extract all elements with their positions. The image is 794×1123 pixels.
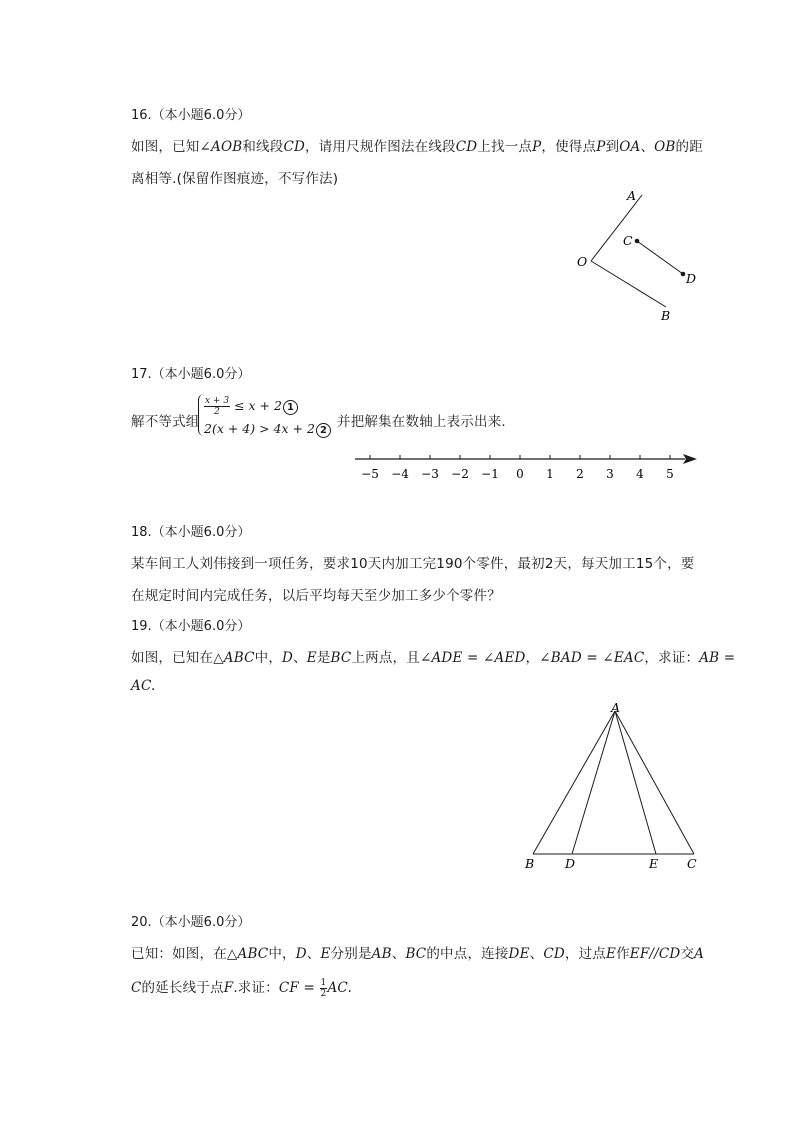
q16-text: 和线段 — [242, 139, 284, 155]
q16-segment: CD — [283, 139, 306, 155]
q19-text: ，求证： — [644, 650, 700, 666]
segment-ae — [615, 711, 656, 854]
q20-text: ，过点 — [564, 946, 607, 962]
q16-ray: OB — [654, 139, 676, 155]
label-e: E — [649, 856, 659, 871]
q16-point: P — [532, 139, 542, 155]
q16-text: ，请用尺规作图法在线段 — [305, 139, 456, 155]
fraction-numerator: 1 — [320, 977, 327, 988]
q16-figure — [570, 185, 710, 325]
q20-point: E — [606, 946, 617, 962]
q20-text: 、 — [391, 946, 406, 962]
q16-text-line2: 离相等.(保留作图痕迹，不写作法) — [131, 171, 339, 187]
q20-text: 的延长线于点 — [141, 980, 224, 996]
fraction-denominator: 2 — [320, 988, 327, 999]
point-c — [635, 239, 640, 244]
q20-text: 已知：如图，在 — [131, 946, 227, 962]
q20-segment: DE — [508, 946, 530, 962]
q20-parallel: EF//CD — [629, 946, 681, 962]
q19-triangle: △ABC — [213, 650, 255, 666]
q19-header: 19.（本小题6.0分） — [131, 619, 251, 634]
q19-point: E — [306, 650, 317, 666]
segment-ab — [533, 711, 615, 854]
q20-segment: BC — [405, 946, 427, 962]
inequality-2-body: 2(x + 4) > 4x + 2 — [204, 421, 315, 436]
tick-label: 3 — [606, 467, 614, 481]
q19-segment: BC — [330, 650, 352, 666]
segment-ad — [572, 711, 615, 854]
circled-number-1: 1 — [283, 400, 298, 415]
q16-text-line1 — [131, 135, 703, 155]
tick-label: 4 — [636, 467, 644, 481]
q16-ray: OA — [619, 139, 641, 155]
segment-ac — [615, 711, 694, 854]
q17-suffix: 并把解集在数轴上表示出来. — [337, 414, 506, 430]
label-a: A — [611, 700, 621, 715]
tick-label: −5 — [361, 467, 379, 481]
q20-text: 中， — [268, 946, 296, 962]
label-o: O — [577, 254, 588, 269]
q20-header: 20.（本小题6.0分） — [131, 915, 251, 930]
point-d — [681, 272, 686, 277]
tick-label: 2 — [576, 467, 584, 481]
q20-text: .求证： — [233, 980, 279, 996]
number-line — [345, 446, 705, 486]
q20-equation: CF = — [278, 980, 316, 996]
label-c: C — [687, 856, 697, 871]
fraction — [204, 396, 230, 417]
q20-equation: AC. — [327, 980, 352, 996]
q17-prefix: 解不等式组 — [131, 414, 200, 430]
q20-text-line1 — [131, 942, 704, 962]
tick-label: −1 — [481, 467, 499, 481]
q16-text: 如图，已知 — [131, 139, 200, 155]
tick-label: −2 — [451, 467, 469, 481]
fraction-denominator: 2 — [214, 407, 220, 417]
q16-angle: ∠AOB — [199, 139, 243, 155]
q16-text: ，使得点 — [541, 139, 597, 155]
q20-text: 交 — [680, 946, 695, 962]
q16-segment: CD — [455, 139, 478, 155]
label-d: D — [565, 856, 576, 871]
q20-text: 的中点，连接 — [426, 946, 509, 962]
tick-label: 1 — [546, 467, 554, 481]
q19-text: 上两点，且 — [351, 650, 420, 666]
q17-header: 17.（本小题6.0分） — [131, 367, 251, 382]
tick-label: 0 — [516, 467, 524, 481]
q20-point: A — [694, 946, 705, 962]
circled-number-2: 2 — [316, 423, 331, 438]
q19-equation: ∠BAD = ∠EAC — [539, 650, 645, 666]
q19-text-line2: AC. — [131, 678, 156, 694]
q20-point: D — [295, 946, 307, 962]
q16-header: 16.（本小题6.0分） — [131, 108, 251, 123]
q19-text: 如图，已知在 — [131, 650, 214, 666]
q19-text: 、 — [293, 650, 307, 666]
label-b: B — [525, 856, 535, 871]
q16-text: 到 — [605, 139, 620, 155]
label-b: B — [661, 308, 671, 323]
q20-text: 作 — [616, 946, 630, 962]
q19-equation: AB = — [699, 650, 736, 666]
q18-text-line1: 某车间工人刘伟接到一项任务，要求10天内加工完190个零件，最初2天，每天加工15个，要 — [131, 556, 695, 572]
q20-point: F — [223, 980, 234, 996]
segment-cd — [637, 241, 683, 274]
q16-point: P — [596, 139, 606, 155]
tick-label: −3 — [421, 467, 439, 481]
q19-point: D — [282, 650, 294, 666]
q18-header: 18.（本小题6.0分） — [131, 525, 251, 540]
q20-text: 、 — [529, 946, 544, 962]
q16-text: 上找一点 — [477, 139, 533, 155]
q20-point: C — [131, 980, 142, 996]
q20-segment: CD — [543, 946, 565, 962]
tick-label: 5 — [666, 467, 674, 481]
label-c: C — [623, 233, 633, 248]
tick-label: −4 — [391, 467, 409, 481]
q18-text-line2: 在规定时间内完成任务，以后平均每天至少加工多少个零件？ — [131, 588, 501, 604]
q16-text: 、 — [640, 139, 655, 155]
q20-triangle: △ABC — [226, 946, 269, 962]
q19-text: 中， — [254, 650, 283, 666]
q19-equation: ∠ADE = ∠AED — [419, 650, 526, 666]
q19-text-line1 — [131, 646, 735, 666]
q20-text: 分别是 — [330, 946, 372, 962]
q16-text: 的距 — [675, 139, 703, 155]
q20-text-line2 — [131, 976, 352, 999]
label-d: D — [686, 271, 697, 286]
q20-text: 、 — [306, 946, 321, 962]
inequality-1-rest: ≤ x + 2 — [234, 398, 282, 413]
q19-figure — [518, 698, 708, 876]
inequality-2 — [204, 421, 331, 438]
q20-segment: AB — [371, 946, 392, 962]
number-line-arrow — [683, 454, 697, 464]
ray-ob — [591, 261, 666, 307]
fraction-numerator: x + 3 — [205, 396, 230, 406]
q20-point: E — [320, 946, 331, 962]
label-a: A — [627, 188, 637, 203]
inequality-1 — [204, 396, 298, 417]
q19-text: 是 — [316, 650, 331, 666]
q19-text: ， — [525, 650, 540, 666]
ray-oa — [591, 195, 642, 261]
